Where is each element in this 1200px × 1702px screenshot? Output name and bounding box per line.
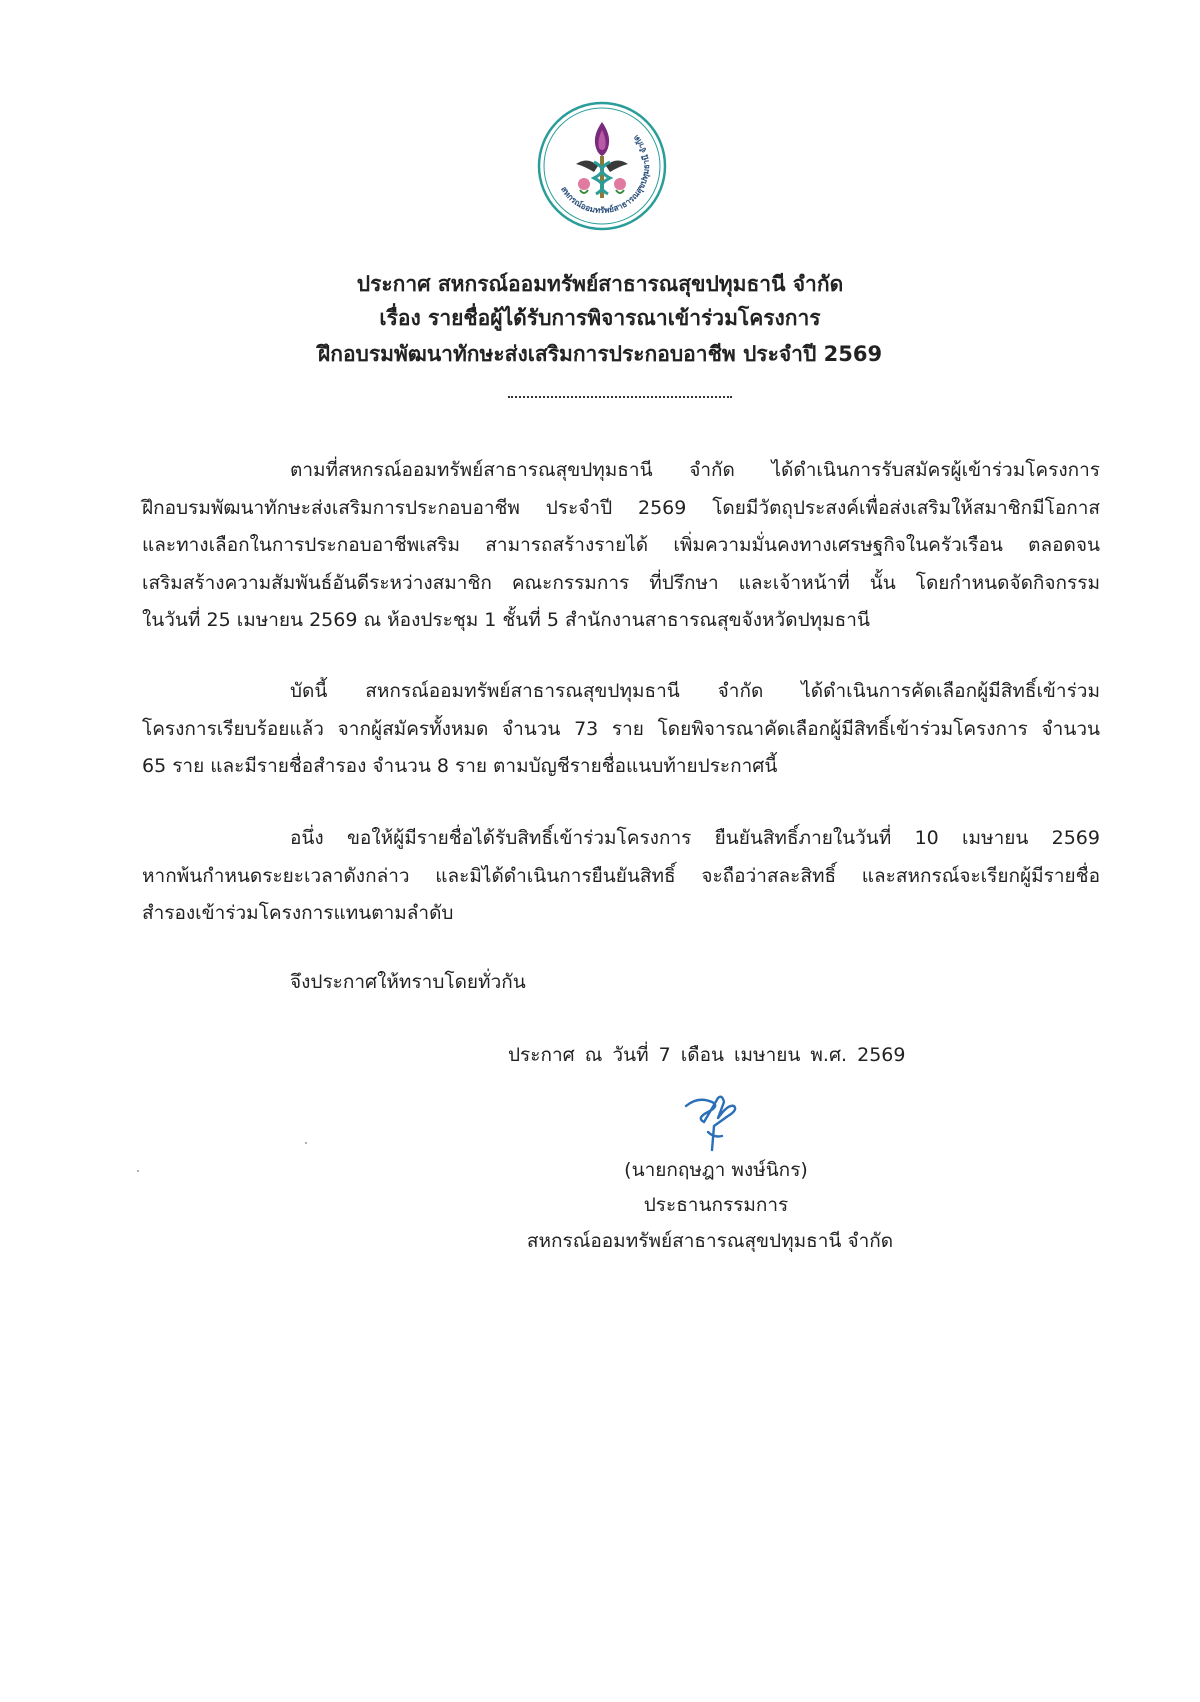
paragraph-line: เสริมสร้างความสัมพันธ์อันดีระหว่างสมาชิก คณะกรรมการ ที่ปรึกษา และเจ้าหน้าที่ นั้น โดยกำหนดจัดกิจกรรม: [142, 571, 1100, 594]
body-paragraph-1: [142, 452, 1100, 640]
paragraph-line: และทางเลือกในการประกอบอาชีพเสริม สามารถสร้างรายได้ เพิ่มความมั่นคงทางเศรษฐกิจในครัวเรือน ตลอดจน: [142, 534, 1100, 556]
paragraph-line: สำรองเข้าร่วมโครงการแทนตามลำดับ: [142, 902, 454, 924]
signatory-name: (นายกฤษฎา พงษ์นิกร): [624, 1159, 808, 1181]
paragraph-line: ฝึกอบรมพัฒนาทักษะส่งเสริมการประกอบอาชีพ ประจำปี 2569 โดยมีวัตถุประสงค์เพื่อส่งเสริมให้สมาชิกมีโอกาส: [142, 496, 1100, 519]
announcement-subject: เรื่อง รายชื่อผู้ได้รับการพิจารณาเข้าร่วมโครงการ: [379, 306, 821, 330]
dotted-divider: [508, 378, 732, 398]
body-paragraph-2: [142, 673, 1100, 786]
paragraph-line: 65 ราย และมีรายชื่อสำรอง จำนวน 8 ราย ตามบัญชีรายชื่อแนบท้ายประกาศนี้: [142, 755, 778, 777]
paragraph-line: ตามที่สหกรณ์ออมทรัพย์สาธารณสุขปทุมธานี จำกัด ได้ดำเนินการรับสมัครผู้เข้าร่วมโครงการ: [290, 459, 1100, 481]
paragraph-line: บัดนี้ สหกรณ์ออมทรัพย์สาธารณสุขปทุมธานี จำกัด ได้ดำเนินการคัดเลือกผู้มีสิทธิ์เข้าร่วม: [290, 680, 1100, 702]
signatory-organization: สหกรณ์ออมทรัพย์สาธารณสุขปทุมธานี จำกัด: [526, 1230, 894, 1252]
seal-ring-text: สหกรณ์ออมทรัพย์สาธารณสุขปทุมธานี จำกัด: [559, 133, 652, 216]
signatory-title: ประธานกรรมการ: [643, 1194, 789, 1216]
scan-speck: [137, 1170, 139, 1172]
announcement-date: ประกาศ ณ วันที่ 7 เดือน เมษายน พ.ศ. 2569: [508, 1044, 906, 1066]
paragraph-line: ในวันที่ 25 เมษายน 2569 ณ ห้องประชุม 1 ชั้นที่ 5 สำนักงานสาธารณสุขจังหวัดปทุมธานี: [142, 609, 870, 631]
body-paragraph-3: [142, 820, 1100, 933]
announcement-project-name: ฝึกอบรมพัฒนาทักษะส่งเสริมการประกอบอาชีพ ประจำปี 2569: [317, 342, 883, 366]
paragraph-line: อนึ่ง ขอให้ผู้มีรายชื่อได้รับสิทธิ์เข้าร่วมโครงการ ยืนยันสิทธิ์ภายในวันที่ 10 เมษายน 2569: [290, 827, 1100, 849]
paragraph-line: โครงการเรียบร้อยแล้ว จากผู้สมัครทั้งหมด จำนวน 73 ราย โดยพิจารณาคัดเลือกผู้มีสิทธิ์เข้าร่วมโครงการ จำนวน: [142, 717, 1100, 740]
closing-statement: จึงประกาศให้ทราบโดยทั่วกัน: [290, 971, 526, 993]
announcement-title: ประกาศ สหกรณ์ออมทรัพย์สาธารณสุขปทุมธานี จำกัด: [356, 272, 844, 296]
cooperative-seal-logo: [536, 100, 668, 232]
handwritten-signature: [678, 1092, 740, 1156]
paragraph-line: หากพ้นกำหนดระยะเวลาดังกล่าว และมิได้ดำเนินการยืนยันสิทธิ์ จะถือว่าสละสิทธิ์ และสหกรณ์จะเรียกผู้มีรายชื่อ: [142, 864, 1100, 887]
scan-speck: [305, 1142, 307, 1144]
